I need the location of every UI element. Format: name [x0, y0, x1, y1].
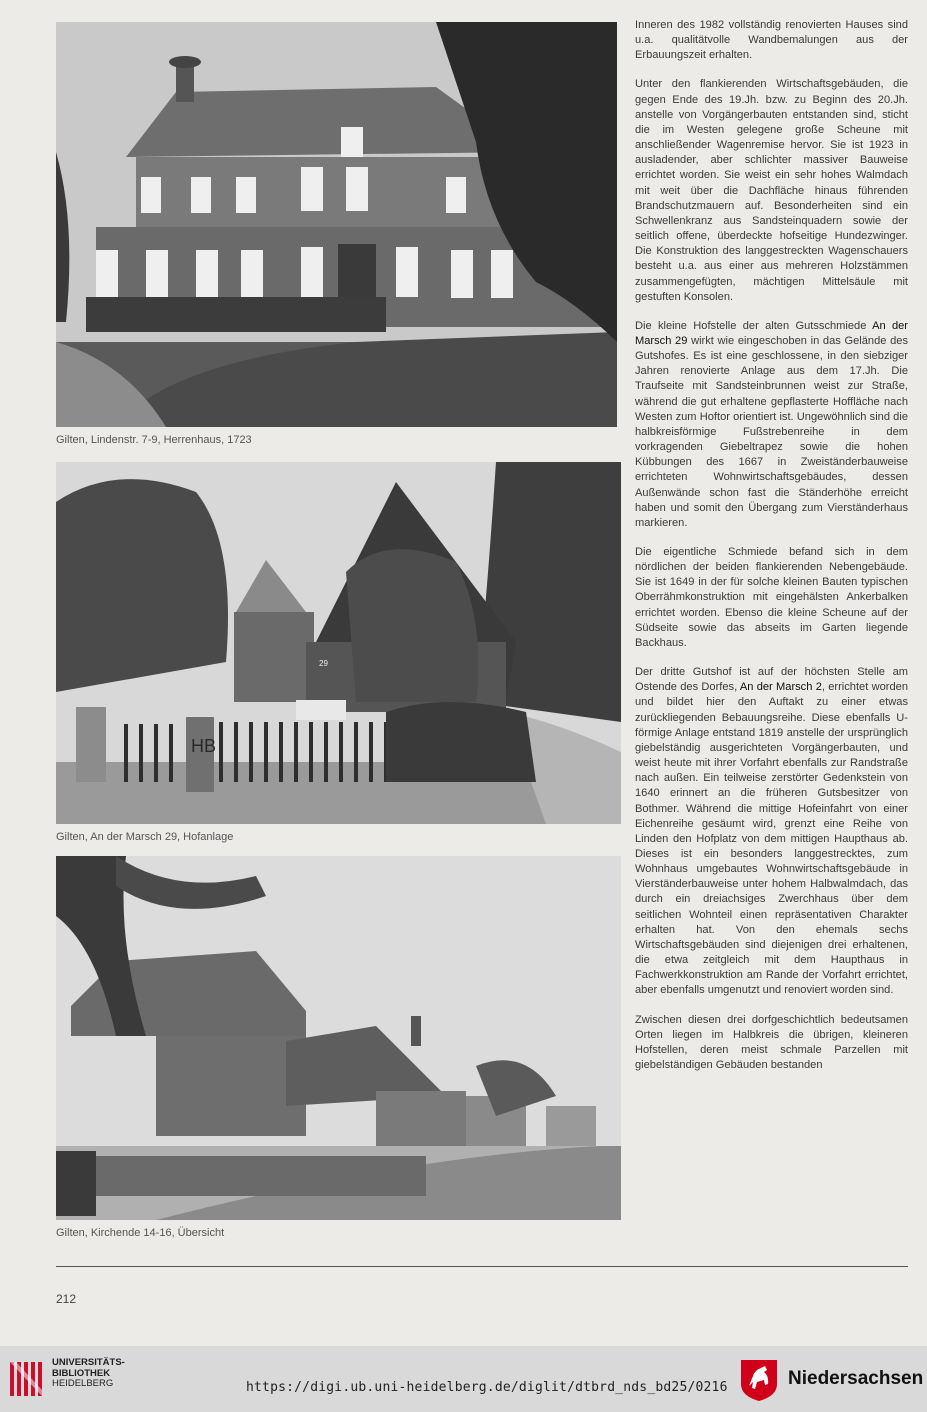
address-an-der-marsch-29: An der Marsch 29 — [635, 319, 908, 347]
caption-photo-3: Gilten, Kirchende 14-16, Übersicht — [56, 1227, 225, 1239]
house-number-29: 29 — [319, 659, 328, 668]
university-library-name[interactable]: UNIVERSITÄTS- BIBLIOTHEK HEIDELBERG — [52, 1357, 125, 1389]
state-name-niedersachsen[interactable]: Niedersachsen — [788, 1368, 924, 1389]
body-text-column — [635, 18, 908, 1073]
paragraph-3: Die kleine Hofstelle der alten Gutsschmiede An der Marsch 29 wirkt wie eingeschoben in das Gelände des Gutshofes. Es ist eine geschlossene, in den siebziger Jahren renovierte Anlage aus dem 17.Jh. Die Traufseite mit Sandsteinbrunnen weist zur Straße, während die gut erhaltene gepflasterte Hoffläche nach Westen zum Hoftor orientiert ist. Ungewöhnlich sind die halbkreisförmige Fußstrebenreihe in dem vorkragenden Giebeltrapez sowie die hohen Kübbungen des 1667 in Zweiständerbauweise errichteten Wohnwirtschaftsgebäudes, dessen Außenwände schon fast die Ständerhöhe erreicht haben und somit den Übergang zum Vierständerhaus markieren. — [635, 319, 908, 529]
niedersachsen-horse-crest-icon — [739, 1358, 779, 1402]
photo-kirchende — [56, 856, 621, 1220]
paragraph-5: Der dritte Gutshof ist auf der höchsten Stelle am Ostende des Dorfes, An der Marsch 2, errichtet worden und bildet hier den Auftakt zu einer etwas zurückliegenden Bebauungsreihe. Diese ebenfalls U-förmige Anlage entstand 1819 anstelle der ursprünglich giebelständig ausgerichteten Vorgängerbauten, und weist heute mit ihrer Vorfahrt ebenfalls zur Randstraße nach außen. Ein teilweise zerstörter Gedenkstein von 1640 erinnert an die früheren Gutsbesitzer von Bothmer. Während die mittige Hofeinfahrt von einer Eichenreihe gesäumt wird, grenzt eine Reihe von Linden den Hofplatz von dem mittigen Haupthaus ab. Dieses ist ein besonders langgestrecktes, zum Wohnhaus umgebautes Wohnwirtschaftsgebäude in Vierständerbauweise unter hohem Halbwalmdach, das durch ein dreiachsiges Zwerchhaus über dem seitlichen Wohnteil einen repräsentativen Charakter erhalten hat. Von den ehemals sechs Wirtschaftsgebäuden sind diejenigen drei erhaltenen, die etwa zeitgleich mit dem Haupthaus in Fachwerkkonstruktion am Rande der Vorfahrt errichtet, aber ebenfalls umgenutzt und renoviert worden sind. — [635, 666, 908, 997]
gate-letters-hb: HB — [191, 736, 217, 756]
caption-photo-1: Gilten, Lindenstr. 7-9, Herrenhaus, 1723 — [56, 434, 252, 446]
paragraph-6: Zwischen diesen drei dorfgeschichtlich bedeutsamen Orten liegen im Halbkreis die übrigen, kleineren Hofstellen, deren meist schmale Parzellen mit giebelständigen Gebäuden bestanden — [635, 1013, 908, 1071]
photo-herrenhaus — [56, 22, 617, 427]
document-url-link[interactable]: https://digi.ub.uni-heidelberg.de/diglit/dtbrd_nds_bd25/0216 — [246, 1380, 728, 1395]
paragraph-4: Die eigentliche Schmiede befand sich in dem nördlichen der beiden flankierenden Nebengebäude. Sie ist 1649 in der für solche kleinen Bauten typischen Oberrähmkonstruktion mit eingehälsten Ankerbalken errichtet worden. Ebenso die kleine Scheune auf der Südseite sowie das abseits im Garten liegende Backhaus. — [635, 546, 908, 649]
page-number: 212 — [56, 1292, 77, 1306]
photo-hofanlage — [56, 462, 621, 824]
address-an-der-marsch-2: An der Marsch 2 — [739, 681, 822, 694]
paragraph-2: Unter den flankierenden Wirtschaftsgebäuden, die gegen Ende des 19.Jh. bzw. zu Beginn des 20.Jh. anstelle von Vorgängerbauten entstanden sind, sticht die im Westen gelegene große Scheune mit anschließender Wagenremise hervor. Sie ist 1923 in ausladender, aber schlichter massiver Bauweise errichtet worden. Sie weist ein sehr hohes Walmdach mit weit über die Dachfläche hinaus führenden Brandschutzmauern auf. Besonderheiten sind ein Schwellenkranz aus Sandsteinquadern sowie der seitlich offene, überdeckte hofseitige Hundezwinger. Die Konstruktion des langgestreckten Wagenschauers besteht u.a. aus einer aus mehreren Holzstämmen zusammengefügten, mächtigen Mittelsäule mit gestuften Konsolen. — [635, 78, 908, 303]
paragraph-1: Inneren des 1982 vollständig renovierten Hauses sind u.a. qualitätvolle Wandbemalungen aus der Erbauungszeit erhalten. — [635, 19, 908, 62]
university-library-logo-icon[interactable] — [10, 1360, 46, 1398]
footer-rule — [56, 1266, 908, 1267]
caption-photo-2: Gilten, An der Marsch 29, Hofanlage — [56, 831, 234, 843]
viewer-footer — [0, 1346, 927, 1412]
